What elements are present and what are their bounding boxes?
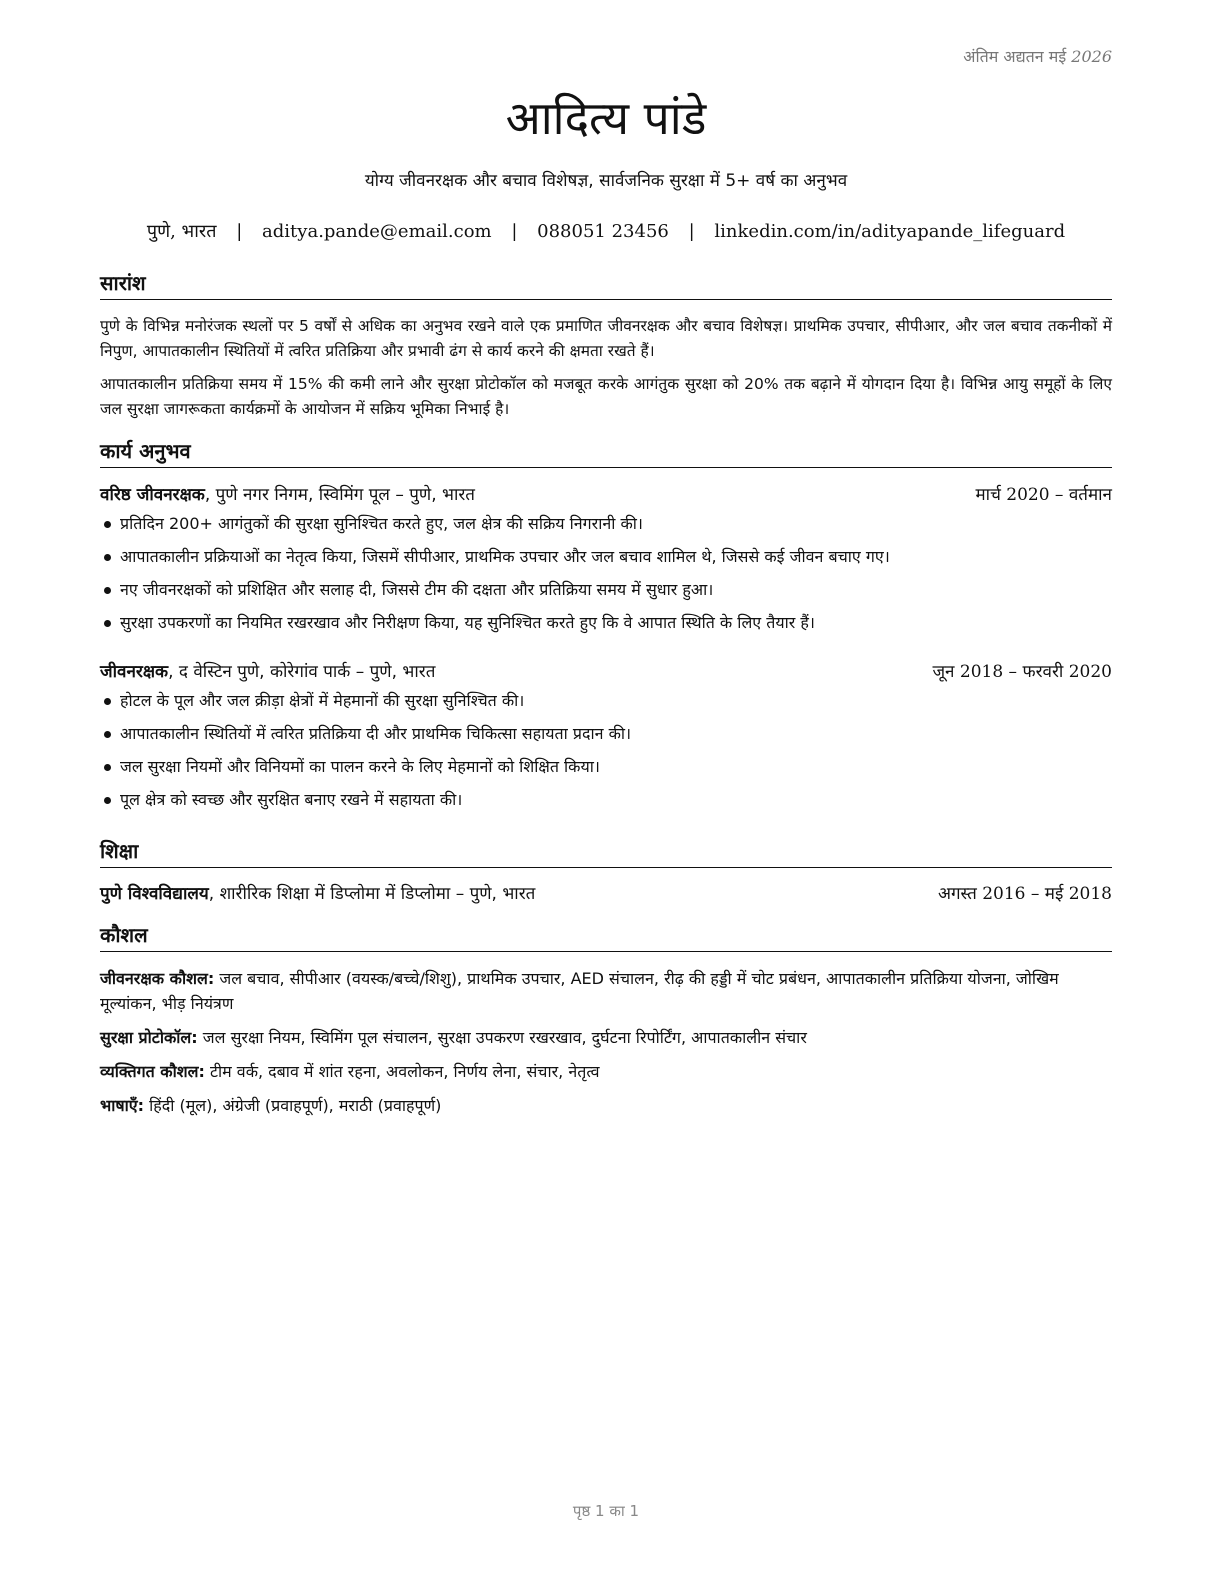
skill-line (100, 1025, 1112, 1050)
job-bullets (100, 689, 1112, 812)
tagline: योग्य जीवनरक्षक और बचाव विशेषज्ञ, सार्वजनिक सुरक्षा में 5+ वर्ष का अनुभव (364, 171, 848, 191)
job-org: , द वेस्टिन पुणे, कोरेगांव पार्क – पुणे, भारत (168, 662, 436, 682)
experience-section (100, 438, 1112, 821)
skill-label: भाषाएँ: (100, 1096, 145, 1115)
contact-separator: | (688, 221, 695, 242)
experience-title: कार्य अनुभव (100, 438, 1112, 468)
resume-page (100, 0, 1112, 1584)
skill-text: हिंदी (मूल), अंग्रेजी (प्रवाहपूर्ण), मराठी (प्रवाहपूर्ण) (144, 1096, 442, 1115)
skill-text: जल सुरक्षा नियम, स्विमिंग पूल संचालन, सुरक्षा उपकरण रखरखाव, दुर्घटना रिपोर्टिंग, आपातकालीन संचार (197, 1028, 807, 1047)
contact-linkedin[interactable]: linkedin.com/in/adityapande_lifeguard (714, 221, 1066, 242)
list-item: होटल के पूल और जल क्रीड़ा क्षेत्रों में मेहमानों की सुरक्षा सुनिश्चित की। (100, 689, 1112, 713)
job-header (100, 482, 1112, 508)
contact-location: पुणे, भारत (146, 221, 217, 242)
candidate-name: आदित्य पांडे (505, 91, 707, 145)
last-updated-year: 2026 (1071, 47, 1112, 66)
skill-label: जीवनरक्षक कौशल: (100, 969, 215, 988)
contact-phone: 088051 23456 (537, 221, 669, 242)
job-header (100, 659, 1112, 685)
contact-separator: | (511, 221, 518, 242)
job-role: वरिष्ठ जीवनरक्षक (100, 485, 205, 505)
list-item: सुरक्षा उपकरणों का नियमित रखरखाव और निरीक्षण किया, यह सुनिश्चित करते हुए कि वे आपात स्थिति के लिए तैयार हैं। (100, 611, 1112, 635)
job-dates: मार्च 2020 – वर्तमान (975, 485, 1112, 505)
list-item: प्रतिदिन 200+ आगंतुकों की सुरक्षा सुनिश्चित करते हुए, जल क्षेत्र की सक्रिय निगरानी की। (100, 512, 1112, 536)
skills-title: कौशल (100, 922, 1112, 952)
job-entry (100, 482, 1112, 635)
last-updated (963, 45, 1112, 67)
education-dates: अगस्त 2016 – मई 2018 (937, 884, 1112, 904)
skills-section (100, 922, 1112, 1127)
contact-line (100, 219, 1112, 243)
list-item: आपातकालीन प्रक्रियाओं का नेतृत्व किया, जिसमें सीपीआर, प्राथमिक उपचार और जल बचाव शामिल थे, जिससे कई जीवन बचाए गए। (100, 545, 1112, 569)
summary-section (100, 270, 1112, 422)
job-entry (100, 659, 1112, 812)
summary-paragraph: आपातकालीन प्रतिक्रिया समय में 15% की कमी लाने और सुरक्षा प्रोटोकॉल को मजबूत करके आगंतुक सुरक्षा को 20% तक बढ़ाने में योगदान दिया है। विभिन्न आयु समूहों के लिए जल सुरक्षा जागरूकता कार्यक्रमों के आयोजन में सक्रिय भूमिका निभाई है। (100, 375, 1112, 418)
skill-text: जल बचाव, सीपीआर (वयस्क/बच्चे/शिशु), प्राथमिक उपचार, AED संचालन, रीढ़ की हड्डी में चोट प्रबंधन, आपातकालीन प्रतिक्रिया योजना, जोखिम मूल्यांकन, भीड़ नियंत्रण (100, 969, 1059, 1013)
job-dates: जून 2018 – फरवरी 2020 (932, 662, 1112, 682)
page-number: पृष्ठ 1 का 1 (572, 1502, 640, 1520)
summary-title: सारांश (100, 270, 1112, 300)
skill-line (100, 966, 1112, 1016)
education-section (100, 838, 1112, 907)
job-bullets (100, 512, 1112, 635)
contact-email[interactable]: aditya.pande@email.com (262, 221, 492, 242)
education-title: शिक्षा (100, 838, 1112, 868)
skill-text: टीम वर्क, दबाव में शांत रहना, अवलोकन, निर्णय लेना, संचार, नेतृत्व (204, 1062, 600, 1081)
skill-label: व्यक्तिगत कौशल: (100, 1062, 205, 1081)
contact-separator: | (236, 221, 243, 242)
list-item: पूल क्षेत्र को स्वच्छ और सुरक्षित बनाए रखने में सहायता की। (100, 788, 1112, 812)
list-item: आपातकालीन स्थितियों में त्वरित प्रतिक्रिया दी और प्राथमिक चिकित्सा सहायता प्रदान की। (100, 722, 1112, 746)
education-school: पुणे विश्वविद्यालय (100, 884, 209, 904)
skills-list (100, 966, 1112, 1118)
skill-label: सुरक्षा प्रोटोकॉल: (100, 1028, 198, 1047)
list-item: जल सुरक्षा नियमों और विनियमों का पालन करने के लिए मेहमानों को शिक्षित किया। (100, 755, 1112, 779)
skill-line (100, 1059, 1112, 1084)
education-detail: , शारीरिक शिक्षा में डिप्लोमा में डिप्लोमा – पुणे, भारत (208, 884, 536, 904)
last-updated-label: अंतिम अद्यतन मई (963, 47, 1067, 66)
job-role: जीवनरक्षक (100, 662, 169, 682)
list-item: नए जीवनरक्षकों को प्रशिक्षित और सलाह दी, जिससे टीम की दक्षता और प्रतिक्रिया समय में सुधार हुआ। (100, 578, 1112, 602)
job-org: , पुणे नगर निगम, स्विमिंग पूल – पुणे, भारत (204, 485, 476, 505)
summary-paragraph: पुणे के विभिन्न मनोरंजक स्थलों पर 5 वर्षों से अधिक का अनुभव रखने वाले एक प्रमाणित जीवनरक्षक और बचाव विशेषज्ञ। प्राथमिक उपचार, सीपीआर, और जल बचाव तकनीकों में निपुण, आपातकालीन स्थितियों में त्वरित प्रतिक्रिया और प्रभावी ढंग से कार्य करने की क्षमता रखते हैं। (100, 317, 1112, 360)
education-entry (100, 881, 1112, 907)
skill-line (100, 1093, 1112, 1118)
